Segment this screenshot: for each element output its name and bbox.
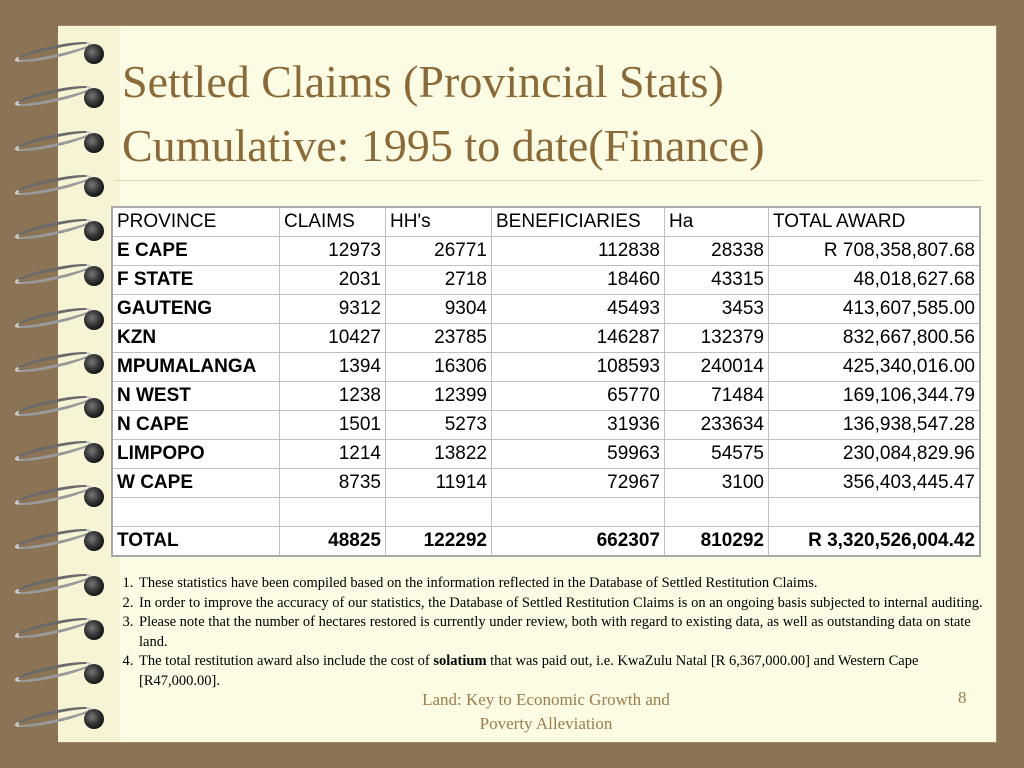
header-ha: Ha bbox=[665, 207, 769, 237]
ring-hole bbox=[84, 443, 104, 463]
cell-ha: 132379 bbox=[665, 324, 769, 353]
table-row bbox=[112, 382, 980, 411]
ring-wire bbox=[14, 82, 93, 110]
title-divider bbox=[115, 180, 981, 181]
spiral-ring-icon bbox=[14, 42, 110, 64]
cell-hhs: 26771 bbox=[386, 237, 492, 266]
cell-province: N WEST bbox=[112, 382, 280, 411]
cell-total-ha: 810292 bbox=[665, 527, 769, 557]
ring-wire bbox=[14, 38, 93, 66]
table-row bbox=[112, 353, 980, 382]
header-province: PROVINCE bbox=[112, 207, 280, 237]
table-row bbox=[112, 237, 980, 266]
spiral-ring-icon bbox=[14, 662, 110, 684]
ring-wire bbox=[14, 348, 93, 376]
cell-province: LIMPOPO bbox=[112, 440, 280, 469]
cell-claims: 1214 bbox=[280, 440, 386, 469]
cell-beneficiaries: 18460 bbox=[492, 266, 665, 295]
cell-claims: 1501 bbox=[280, 411, 386, 440]
footnote-2: 2. In order to improve the accuracy of our statistics, the Database of Settled Restitution Claims is on an ongoing basis subjected to internal auditing. bbox=[137, 594, 997, 614]
cell-ha: 43315 bbox=[665, 266, 769, 295]
spiral-ring-icon bbox=[14, 529, 110, 551]
cell-total-award: 136,938,547.28 bbox=[769, 411, 981, 440]
cell-total-award: 48,018,627.68 bbox=[769, 266, 981, 295]
cell-province: E CAPE bbox=[112, 237, 280, 266]
spiral-ring-icon bbox=[14, 264, 110, 286]
spiral-ring-icon bbox=[14, 175, 110, 197]
ring-hole bbox=[84, 664, 104, 684]
empty-cell bbox=[386, 498, 492, 527]
spiral-ring-icon bbox=[14, 86, 110, 108]
cell-total-award: R 3,320,526,004.42 bbox=[769, 527, 981, 557]
ring-wire bbox=[14, 658, 93, 686]
header-total-award: TOTAL AWARD bbox=[769, 207, 981, 237]
spiral-ring-icon bbox=[14, 485, 110, 507]
ring-wire bbox=[14, 304, 93, 332]
ring-wire bbox=[14, 392, 93, 420]
ring-wire bbox=[14, 614, 93, 642]
ring-wire bbox=[14, 570, 93, 598]
cell-claims: 1394 bbox=[280, 353, 386, 382]
cell-total-award: 169,106,344.79 bbox=[769, 382, 981, 411]
cell-beneficiaries: 108593 bbox=[492, 353, 665, 382]
cell-claims: 8735 bbox=[280, 469, 386, 498]
cell-claims: 10427 bbox=[280, 324, 386, 353]
spiral-ring-icon bbox=[14, 352, 110, 374]
cell-total-claims: 48825 bbox=[280, 527, 386, 557]
header-beneficiaries: BENEFICIARIES bbox=[492, 207, 665, 237]
cell-hhs: 16306 bbox=[386, 353, 492, 382]
ring-hole bbox=[84, 266, 104, 286]
ring-wire bbox=[14, 260, 93, 288]
cell-province: F STATE bbox=[112, 266, 280, 295]
title-line-2: Cumulative: 1995 to date(Finance) bbox=[122, 120, 765, 171]
ring-hole bbox=[84, 44, 104, 64]
cell-province: GAUTENG bbox=[112, 295, 280, 324]
table-row bbox=[112, 440, 980, 469]
spiral-ring-icon bbox=[14, 219, 110, 241]
spiral-ring-icon bbox=[14, 396, 110, 418]
cell-hhs: 12399 bbox=[386, 382, 492, 411]
header-claims: CLAIMS bbox=[280, 207, 386, 237]
ring-wire bbox=[14, 703, 93, 731]
slide-footer: Land: Key to Economic Growth and Poverty Alleviation bbox=[422, 690, 670, 733]
ring-wire bbox=[14, 215, 93, 243]
cell-claims: 2031 bbox=[280, 266, 386, 295]
empty-cell bbox=[492, 498, 665, 527]
footnotes-list bbox=[110, 574, 997, 691]
empty-cell bbox=[769, 498, 981, 527]
cell-total-award: 230,084,829.96 bbox=[769, 440, 981, 469]
footnote-4-text-a: The total restitution award also include the cost of bbox=[139, 653, 434, 669]
spiral-ring-icon bbox=[14, 574, 110, 596]
cell-hhs: 13822 bbox=[386, 440, 492, 469]
ring-hole bbox=[84, 177, 104, 197]
ring-wire bbox=[14, 127, 93, 155]
cell-ha: 54575 bbox=[665, 440, 769, 469]
footnote-4-text-b: that was paid out, i.e. KwaZulu Natal [R 6,367,000.00] and Western Cape [R47,000.00]. bbox=[139, 653, 919, 689]
empty-cell bbox=[665, 498, 769, 527]
empty-cell bbox=[280, 498, 386, 527]
ring-wire bbox=[14, 525, 93, 553]
cell-beneficiaries: 45493 bbox=[492, 295, 665, 324]
cell-hhs: 9304 bbox=[386, 295, 492, 324]
cell-hhs: 2718 bbox=[386, 266, 492, 295]
cell-beneficiaries: 59963 bbox=[492, 440, 665, 469]
footnote-4 bbox=[137, 652, 997, 691]
ring-hole bbox=[84, 221, 104, 241]
spiral-ring-icon bbox=[14, 131, 110, 153]
page-number: 8 bbox=[958, 688, 967, 707]
cell-beneficiaries: 146287 bbox=[492, 324, 665, 353]
ring-hole bbox=[84, 620, 104, 640]
spiral-ring-icon bbox=[14, 441, 110, 463]
title-line-1: Settled Claims (Provincial Stats) bbox=[122, 56, 724, 107]
cell-total-label: TOTAL bbox=[112, 527, 280, 557]
spiral-ring-icon bbox=[14, 618, 110, 640]
cell-claims: 12973 bbox=[280, 237, 386, 266]
cell-ha: 3453 bbox=[665, 295, 769, 324]
cell-beneficiaries: 31936 bbox=[492, 411, 665, 440]
footnote-4-solatium: solatium bbox=[433, 653, 487, 669]
table-row-empty bbox=[112, 498, 980, 527]
cell-total-award: 832,667,800.56 bbox=[769, 324, 981, 353]
ring-wire bbox=[14, 171, 93, 199]
cell-claims: 9312 bbox=[280, 295, 386, 324]
cell-ha: 28338 bbox=[665, 237, 769, 266]
cell-ha: 240014 bbox=[665, 353, 769, 382]
cell-hhs: 5273 bbox=[386, 411, 492, 440]
ring-wire bbox=[14, 481, 93, 509]
table-total-row bbox=[112, 527, 980, 557]
ring-wire bbox=[14, 437, 93, 465]
cell-total-award: R 708,358,807.68 bbox=[769, 237, 981, 266]
cell-beneficiaries: 65770 bbox=[492, 382, 665, 411]
cell-province: KZN bbox=[112, 324, 280, 353]
ring-hole bbox=[84, 310, 104, 330]
table-row bbox=[112, 469, 980, 498]
slide-title bbox=[122, 50, 982, 178]
spiral-ring-icon bbox=[14, 308, 110, 330]
cell-ha: 233634 bbox=[665, 411, 769, 440]
cell-total-award: 413,607,585.00 bbox=[769, 295, 981, 324]
cell-total-award: 425,340,016.00 bbox=[769, 353, 981, 382]
ring-hole bbox=[84, 398, 104, 418]
spiral-ring-icon bbox=[14, 707, 110, 729]
cell-ha: 3100 bbox=[665, 469, 769, 498]
cell-hhs: 11914 bbox=[386, 469, 492, 498]
cell-province: N CAPE bbox=[112, 411, 280, 440]
table-row bbox=[112, 266, 980, 295]
ring-hole bbox=[84, 88, 104, 108]
cell-claims: 1238 bbox=[280, 382, 386, 411]
cell-province: W CAPE bbox=[112, 469, 280, 498]
footnote-3: 3. Please note that the number of hectares restored is currently under review, both with regard to existing data, as well as outstanding data on state land. bbox=[137, 613, 997, 652]
cell-beneficiaries: 72967 bbox=[492, 469, 665, 498]
ring-hole bbox=[84, 133, 104, 153]
table-row bbox=[112, 411, 980, 440]
cell-ha: 71484 bbox=[665, 382, 769, 411]
table-row bbox=[112, 295, 980, 324]
ring-hole bbox=[84, 354, 104, 374]
cell-hhs: 23785 bbox=[386, 324, 492, 353]
ring-hole bbox=[84, 531, 104, 551]
ring-hole bbox=[84, 487, 104, 507]
table-row bbox=[112, 324, 980, 353]
cell-total-hhs: 122292 bbox=[386, 527, 492, 557]
settled-claims-table bbox=[111, 206, 981, 557]
header-hhs: HH's bbox=[386, 207, 492, 237]
cell-beneficiaries: 112838 bbox=[492, 237, 665, 266]
footnote-1: 1. These statistics have been compiled based on the information reflected in the Database of Settled Restitution Claims. bbox=[137, 574, 997, 594]
ring-hole bbox=[84, 576, 104, 596]
empty-cell bbox=[112, 498, 280, 527]
cell-province: MPUMALANGA bbox=[112, 353, 280, 382]
table-header-row bbox=[112, 207, 980, 237]
ring-hole bbox=[84, 709, 104, 729]
cell-total-beneficiaries: 662307 bbox=[492, 527, 665, 557]
cell-total-award: 356,403,445.47 bbox=[769, 469, 981, 498]
